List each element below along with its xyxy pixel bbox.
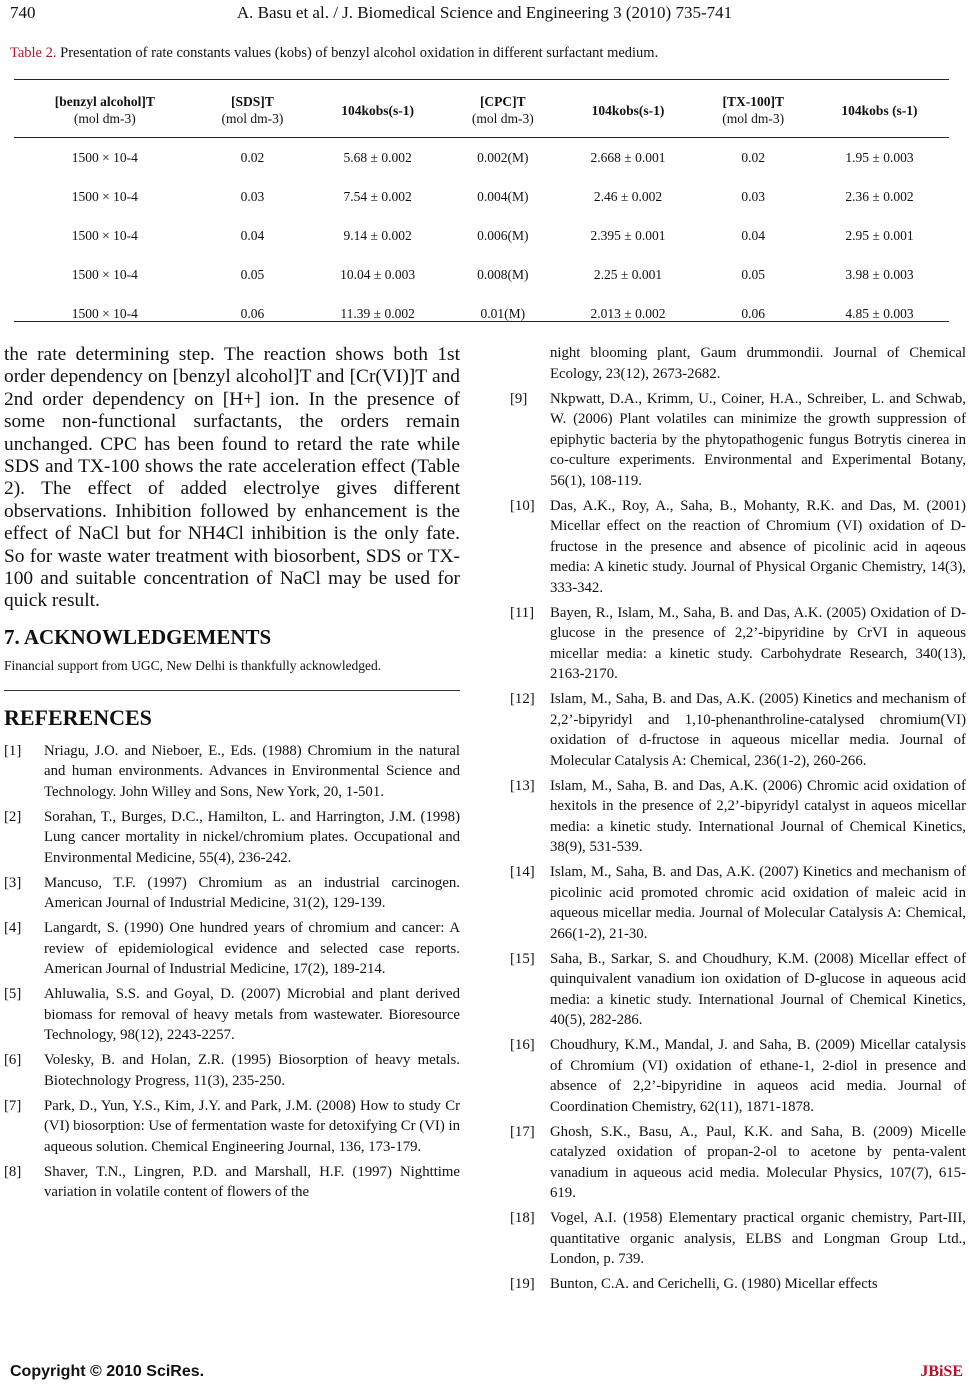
reference-item <box>510 862 966 944</box>
reference-item <box>4 1096 460 1158</box>
table-cell: 0.01(M) <box>480 305 526 321</box>
reference-item <box>4 873 460 914</box>
reference-item <box>4 1162 460 1203</box>
reference-number: [4] <box>4 920 22 937</box>
table-cell: 5.68 ± 0.002 <box>343 149 412 165</box>
reference-number: [2] <box>4 808 22 825</box>
reference-item <box>510 496 966 599</box>
reference-item <box>4 807 460 869</box>
reference-text: Islam, M., Saha, B. and Das, A.K. (2005) Kinetics and mechanism of 2,2’-bipyridyl and 1,10-phenanthroline-catalysed chromium(VI) oxidation of d-fructose in aqueous micellar media. Journal of Molecular Catalysis A: Chemical, 236(1-2), 260-266. <box>550 691 966 769</box>
reference-item <box>510 1208 966 1270</box>
reference-text: Nkpwatt, D.A., Krimm, U., Coiner, H.A., Schreiber, L. and Schwab, W. (2006) Plant volatiles can minimize the growth suppression of epiphytic bacteria by the phytopathogenic fungus Botrytis cinerea in co-culture experiments. Environmental and Experimental Botany, 56(1), 108-119. <box>550 390 966 489</box>
col-header: 104kobs(s-1) <box>341 102 414 118</box>
reference-number: [19] <box>510 1276 535 1292</box>
table-top-rule <box>14 79 949 80</box>
section-divider <box>4 690 460 691</box>
reference-item <box>4 984 460 1046</box>
results-paragraph: the rate determining step. The reaction shows both 1st order dependency on [benzyl alcohol]T and [Cr(VI)]T and 2nd order dependency on [H+] ion. In the presence of some non-functional surfactants, the orders remain unchanged. CPC has been found to retard the rate while SDS and TX-100 shows the rate acceleration effect (Table 2). The effect of added electrolye gives different observations. Inhibition followed by enhancement is the effect of NaCl but for NH4Cl inhibition is the only fate. So for waste water treatment with biosorbent, SDS or TX-100 and suitable concentration of NaCl may be used for quick result. <box>4 344 460 612</box>
reference-number: [7] <box>4 1097 22 1114</box>
table-cell: 7.54 ± 0.002 <box>343 188 412 204</box>
table-cell: 9.14 ± 0.002 <box>343 227 412 243</box>
table-cell: 10.04 ± 0.003 <box>340 266 416 282</box>
col-header: [TX-100]T (mol dm-3) <box>722 94 785 126</box>
reference-text: Choudhury, K.M., Mandal, J. and Saha, B. (2009) Micellar catalysis of Chromium (VI) oxidation of ethane-1, 2-diol in presence and absence of 2,2’-bipyridine in aqueos acid media. Journal of Coordination Chemistry, 62(11), 1871-1878. <box>550 1037 966 1115</box>
reference-text: Bunton, C.A. and Cerichelli, G. (1980) Micellar effects <box>550 1276 878 1292</box>
reference-number: [14] <box>510 864 535 880</box>
reference-number: [11] <box>510 604 535 621</box>
table-header-row <box>14 84 949 138</box>
col-header: [CPC]T (mol dm-3) <box>471 94 534 126</box>
reference-number: [9] <box>510 390 528 407</box>
table-cell: 2.36 ± 0.002 <box>845 188 914 204</box>
table-cell: 0.02 <box>240 149 265 165</box>
reference-text: Volesky, B. and Holan, Z.R. (1995) Biosorption of heavy metals. Biotechnology Progress, 11(3), 235-250. <box>44 1052 460 1089</box>
table-cell: 0.05 <box>741 266 766 282</box>
right-column <box>510 343 966 1299</box>
table-cell: 2.668 ± 0.001 <box>590 149 666 165</box>
table-caption-label[interactable]: Table 2. <box>10 45 57 61</box>
acknowledgements-heading: 7. ACKNOWLEDGEMENTS <box>4 624 272 649</box>
table-cell: 0.04 <box>240 227 265 243</box>
table-cell: 0.03 <box>741 188 766 204</box>
reference-item <box>4 1050 460 1091</box>
reference-text: Sorahan, T., Burges, D.C., Hamilton, L. and Harrington, J.M. (1998) Lung cancer mortality in nickel/chromium plates. Occupational and Environmental Medicine, 55(4), 236-242. <box>44 808 460 866</box>
reference-item <box>510 389 966 492</box>
left-column <box>4 344 460 1207</box>
table-cell: 2.013 ± 0.002 <box>590 305 666 321</box>
reference-text: Das, A.K., Roy, A., Saha, B., Mohanty, R.K. and Das, M. (2001) Micellar effect on the reaction of Chromium (VI) oxidation of D-fructose in the presence and absence of picolinic acid in aqeous media: A kinetic study. Journal of Physical Organic Chemistry, 14(3), 333-342. <box>550 497 966 596</box>
reference-number: [10] <box>510 497 535 514</box>
table-row <box>14 216 949 255</box>
reference-item <box>510 603 966 685</box>
reference-text: Langardt, S. (1990) One hundred years of chromium and cancer: A review of epidemiological evidence and selected case reports. American Journal of Industrial Medicine, 17(2), 189-214. <box>44 920 460 978</box>
reference-text: Vogel, A.I. (1958) Elementary practical organic chemistry, Part-III, quantitative organic analysis, ELBS and Longman Group Ltd., London, p. 739. <box>550 1210 966 1267</box>
table-cell: 11.39 ± 0.002 <box>340 305 415 321</box>
table-caption <box>10 45 658 62</box>
table-cell: 0.008(M) <box>477 266 529 282</box>
reference-item <box>510 776 966 858</box>
table-cell: 0.004(M) <box>477 188 529 204</box>
table-cell: 1500 × 10-4 <box>71 227 138 243</box>
reference-text: Shaver, T.N., Lingren, P.D. and Marshall, H.F. (1997) Nighttime variation in volatile content of flowers of the <box>44 1163 460 1201</box>
table-cell: 3.98 ± 0.003 <box>845 266 914 282</box>
table-row <box>14 294 949 333</box>
references-heading: REFERENCES <box>4 704 152 730</box>
table-cell: 2.25 ± 0.001 <box>593 266 663 282</box>
acknowledgements-text: Financial support from UGC, New Delhi is thankfully acknowledged. <box>4 657 382 673</box>
reference-text: Park, D., Yun, Y.S., Kim, J.Y. and Park, J.M. (2008) How to study Cr (VI) biosorption: Use of fermentation waste for detoxifying Cr (VI) in aqueous solution. Chemical Engineering Journal, 136, 173-179. <box>44 1097 460 1155</box>
reference-number: [3] <box>4 874 22 891</box>
references-list-left <box>4 741 460 1203</box>
table-row <box>14 255 949 294</box>
table-cell: 2.395 ± 0.001 <box>590 227 666 243</box>
reference-item <box>510 343 966 384</box>
reference-text: Saha, B., Sarkar, S. and Choudhury, K.M. (2008) Micellar effect of quinquivalent vanadium ion oxidation of D-glucose in aqueous acid media: a kinetic study. International Journal of Chemical Kinetics, 40(5), 282-286. <box>550 950 966 1028</box>
reference-number: [6] <box>4 1052 22 1069</box>
reference-item <box>4 741 460 803</box>
table-cell: 2.95 ± 0.001 <box>845 227 914 243</box>
reference-number: [18] <box>510 1210 535 1226</box>
table-cell: 1500 × 10-4 <box>71 266 138 282</box>
reference-item <box>510 689 966 771</box>
reference-text: Bayen, R., Islam, M., Saha, B. and Das, A.K. (2005) Oxidation of D-glucose in the presence of 2,2’-bipyridine by CrVI in aqueous micellar media: a kinetic study. Carbohydrate Research, 340(13), 2163-2170. <box>550 604 966 682</box>
table-cell: 1500 × 10-4 <box>71 149 138 165</box>
col-header: 104kobs (s-1) <box>841 102 918 118</box>
reference-number: [1] <box>4 742 22 759</box>
reference-item <box>510 1274 966 1295</box>
reference-number: [13] <box>510 777 535 794</box>
reference-text: Islam, M., Saha, B. and Das, A.K. (2006) Chromic acid oxidation of hexitols in the presence of 2,2’-bipyridyl catalyst in aqueos micellar media: a kinetic study. International Journal of Chemical Kinetics, 38(9), 531-539. <box>550 777 966 855</box>
rate-constants-table <box>14 84 949 333</box>
table-cell: 4.85 ± 0.003 <box>845 305 914 321</box>
col-header: 104kobs(s-1) <box>591 102 665 118</box>
table-cell: 1500 × 10-4 <box>71 305 138 321</box>
reference-text: Mancuso, T.F. (1997) Chromium as an industrial carcinogen. American Journal of Industrial Medicine, 31(2), 129-139. <box>44 874 460 912</box>
table-row <box>14 177 949 216</box>
reference-item <box>4 918 460 980</box>
running-title: A. Basu et al. / J. Biomedical Science and Engineering 3 (2010) 735-741 <box>236 3 733 22</box>
table-row <box>14 138 949 177</box>
references-list-right <box>510 343 966 1295</box>
reference-text: Ghosh, S.K., Basu, A., Paul, K.K. and Saha, B. (2009) Micelle catalyzed oxidation of propan-2-ol to acetone by penta-valent vanadium in aqueous acid media. Molecular Physics, 107(7), 615-619. <box>550 1123 966 1201</box>
reference-number: [8] <box>4 1163 22 1180</box>
col-header: [SDS]T (mol dm-3) <box>221 94 284 126</box>
reference-number: [16] <box>510 1037 535 1053</box>
reference-text: Ahluwalia, S.S. and Goyal, D. (2007) Microbial and plant derived biomass for removal of heavy metals from wastewater. Bioresource Technology, 98(12), 2243-2257. <box>44 986 460 1044</box>
reference-text: Islam, M., Saha, B. and Das, A.K. (2007) Kinetics and mechanism of picolinic acid promoted chromic acid oxidation of maleic acid in aqueous micellar media. Journal of Molecular Catalysis A: Chemical, 266(1-2), 21-30. <box>550 864 966 942</box>
table-cell: 0.05 <box>240 266 265 282</box>
reference-item <box>510 1035 966 1117</box>
table-cell: 0.03 <box>240 188 265 204</box>
table-cell: 0.02 <box>741 149 766 165</box>
table-cell: 1.95 ± 0.003 <box>845 149 914 165</box>
reference-item <box>510 949 966 1031</box>
footer-journal-name[interactable]: JBiSE <box>920 1363 963 1380</box>
table-cell: 0.006(M) <box>477 227 529 243</box>
reference-number: [17] <box>510 1123 535 1140</box>
table-cell: 0.06 <box>741 305 766 321</box>
table-cell: 2.46 ± 0.002 <box>593 188 663 204</box>
reference-number: [15] <box>510 950 535 967</box>
table-cell: 1500 × 10-4 <box>71 188 138 204</box>
reference-text: night blooming plant, Gaum drummondii. Journal of Chemical Ecology, 23(12), 2673-2682. <box>550 345 966 382</box>
table-cell: 0.002(M) <box>477 149 529 165</box>
page-number: 740 <box>10 3 36 22</box>
table-cell: 0.06 <box>240 305 265 321</box>
reference-text: Nriagu, J.O. and Nieboer, E., Eds. (1988) Chromium in the natural and human environments. Advances in Environmental Science and Technology. John Willey and Sons, New York, 20, 1-501. <box>44 742 460 800</box>
footer-copyright: Copyright © 2010 SciRes. <box>10 1363 205 1380</box>
reference-number: [5] <box>4 986 22 1003</box>
reference-number: [12] <box>510 691 535 707</box>
table-cell: 0.04 <box>741 227 766 243</box>
col-header: [benzyl alcohol]T (mol dm-3) <box>54 94 155 126</box>
table-caption-text: Presentation of rate constants values (kobs) of benzyl alcohol oxidation in different surfactant medium. <box>60 45 659 61</box>
reference-item <box>510 1122 966 1204</box>
